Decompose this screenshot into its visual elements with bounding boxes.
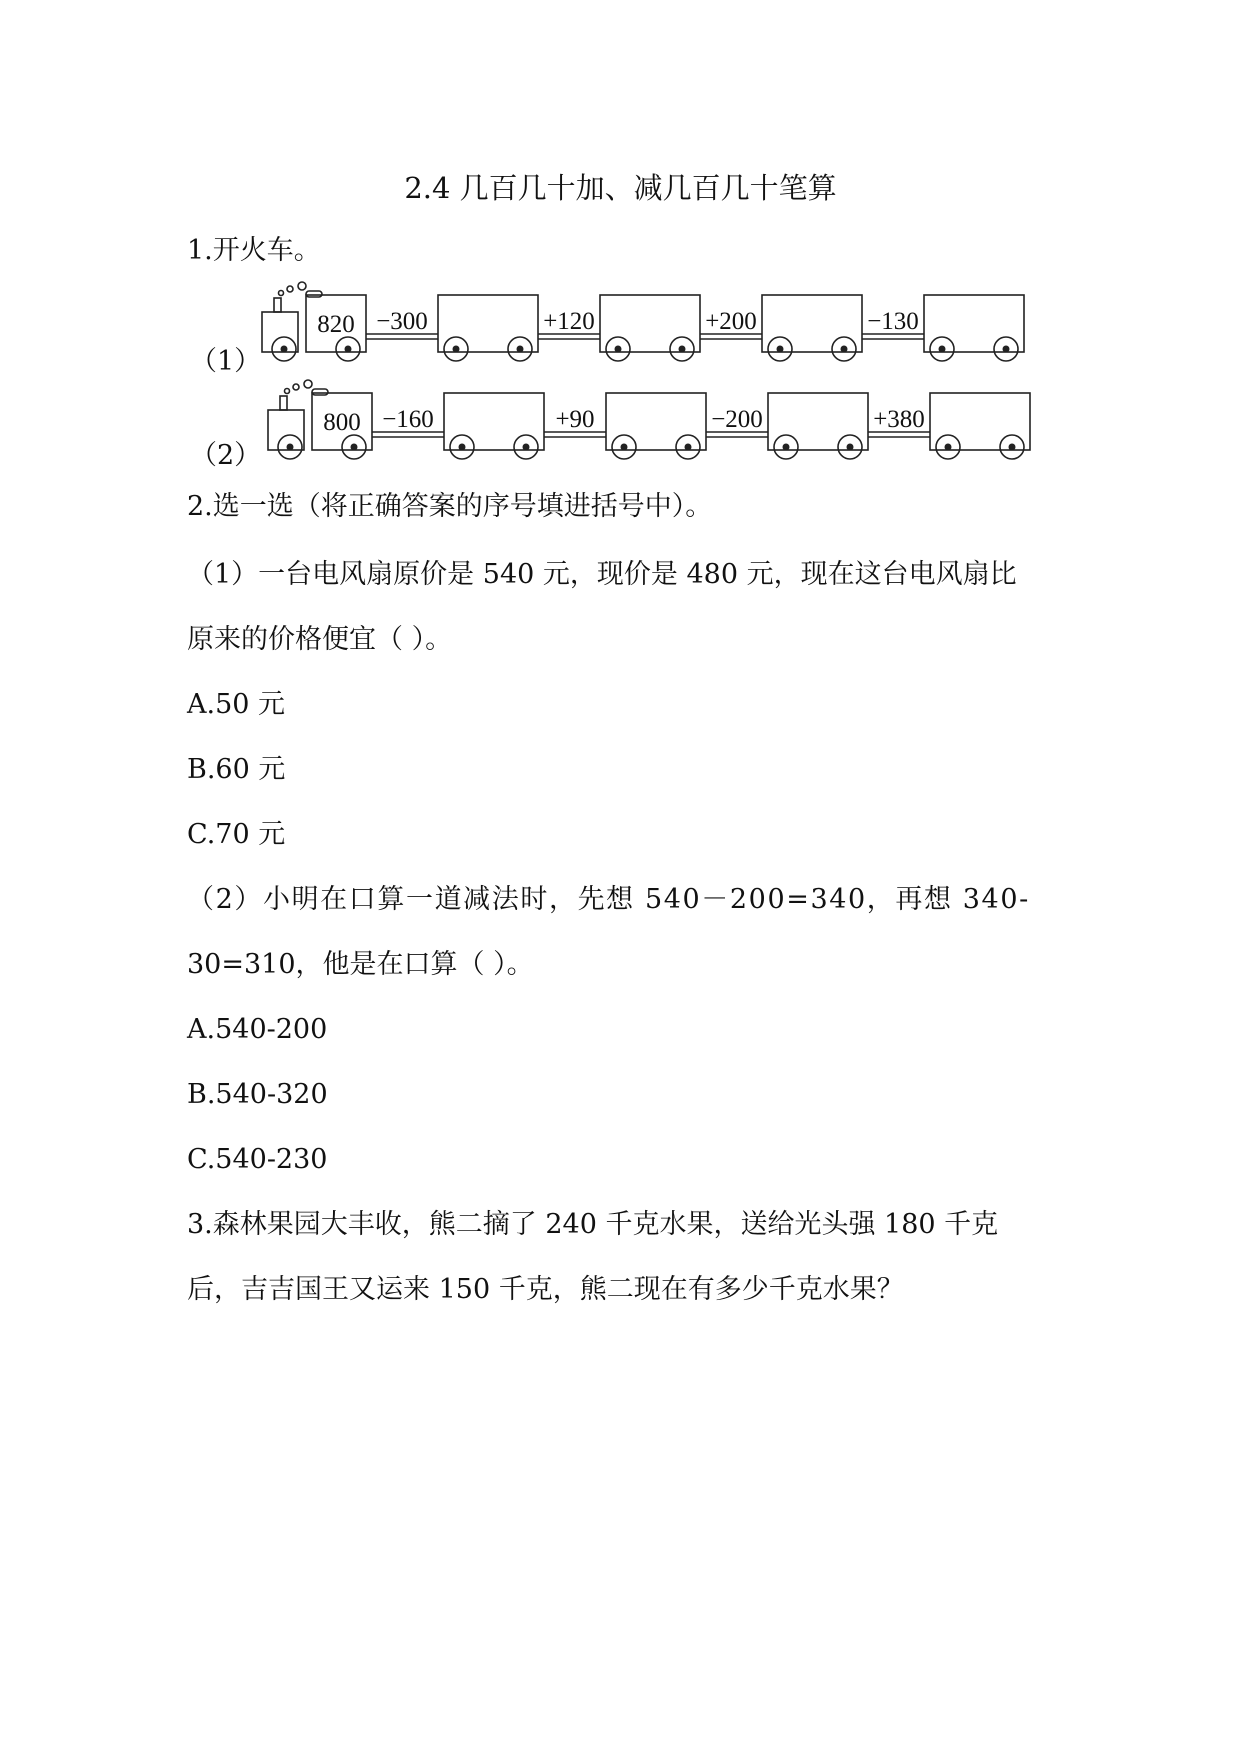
train-2: [264, 380, 1044, 465]
train2-car-2-box[interactable]: [606, 393, 706, 450]
q2-1-line2: 原来的价格便宜（ ）。: [187, 624, 453, 655]
train2-op-1: −160: [382, 406, 434, 433]
train1-label: （1）: [190, 346, 262, 377]
q2-1-option-b[interactable]: B.60 元: [187, 754, 286, 785]
q2-2-option-b[interactable]: B.540-320: [187, 1079, 328, 1110]
q2-1-option-c[interactable]: C.70 元: [187, 819, 286, 850]
q2-2-line2: 30=310，他是在口算（ ）。: [187, 949, 534, 980]
q2-1-option-a[interactable]: A.50 元: [187, 689, 286, 720]
q1-heading: 1.开火车。: [187, 235, 321, 266]
train1-op-3: +200: [705, 308, 757, 335]
train1-car-3-box[interactable]: [762, 295, 862, 352]
train2-start-value: 800: [323, 409, 361, 436]
q2-2-line1: （2）小明在口算一道减法时，先想 540－200=340，再想 340-: [187, 884, 1030, 915]
train-1: [258, 282, 1038, 367]
train1-car-4-box[interactable]: [924, 295, 1024, 352]
q3-line2: 后，吉吉国王又运来 150 千克，熊二现在有多少千克水果？: [187, 1274, 904, 1305]
train2-op-3: −200: [711, 406, 763, 433]
q2-1-line1: （1）一台电风扇原价是 540 元，现价是 480 元，现在这台电风扇比: [187, 559, 1017, 590]
page-title: 2.4 几百几十加、减几百几十笔算: [404, 171, 837, 205]
q3-line1: 3.森林果园大丰收，熊二摘了 240 千克水果，送给光头强 180 千克: [187, 1209, 999, 1240]
q2-2-option-c[interactable]: C.540-230: [187, 1144, 328, 1175]
train2-op-2: +90: [555, 406, 595, 433]
train2-car-1-box[interactable]: [444, 393, 544, 450]
train2-car-3-box[interactable]: [768, 393, 868, 450]
train1-op-2: +120: [543, 308, 595, 335]
train1-start-value: 820: [317, 311, 355, 338]
train2-label: （2）: [190, 440, 262, 471]
train1-op-4: −130: [867, 308, 919, 335]
train2-car-4-box[interactable]: [930, 393, 1030, 450]
train1-car-2-box[interactable]: [600, 295, 700, 352]
train1-op-1: −300: [376, 308, 428, 335]
train2-op-4: +380: [873, 406, 925, 433]
q2-2-option-a[interactable]: A.540-200: [187, 1014, 328, 1045]
q2-heading: 2.选一选（将正确答案的序号填进括号中）。: [187, 491, 713, 522]
train1-car-1-box[interactable]: [438, 295, 538, 352]
